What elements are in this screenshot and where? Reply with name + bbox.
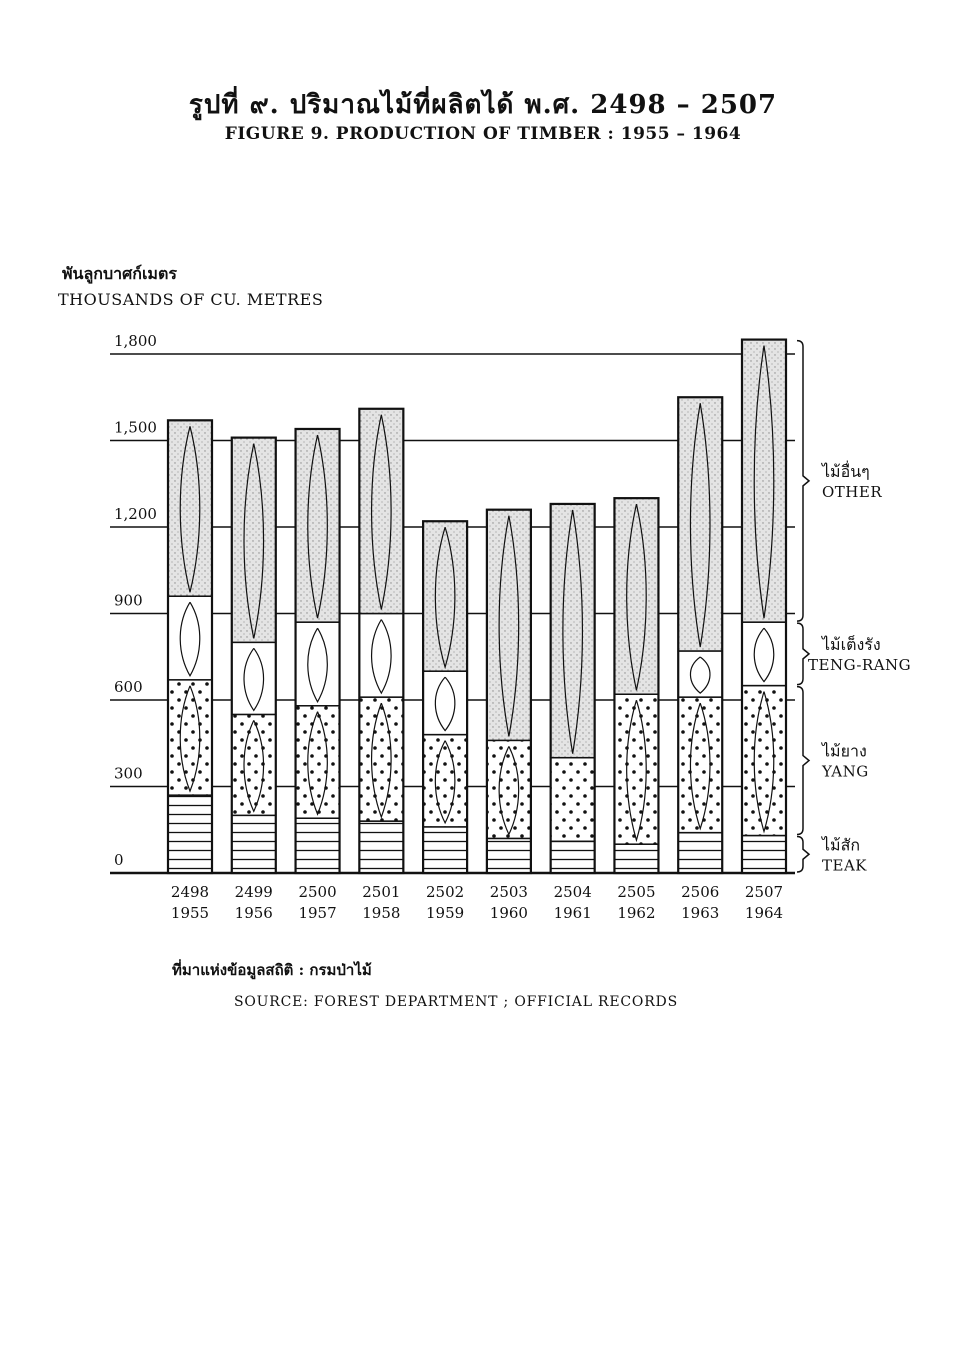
y-tick-label: 300: [114, 764, 143, 783]
bar-segment-teng-rang: [168, 596, 212, 680]
bar-segment-yang: [423, 735, 467, 827]
legend-label: TENG-RANG: [808, 655, 912, 674]
x-tick-label-year: 1959: [426, 904, 465, 922]
bar-segment-other: [487, 510, 531, 741]
x-tick-label-year: 1958: [362, 904, 401, 922]
bar-segment-teak: [168, 795, 212, 873]
x-tick-label-buddhist-year: 2502: [426, 883, 465, 901]
x-tick-label-year: 1961: [553, 904, 592, 922]
bar-segment-other: [551, 504, 595, 758]
bar-segment-teak: [359, 821, 403, 873]
legend-bracket: [797, 341, 809, 622]
x-tick-label-year: 1955: [170, 904, 210, 922]
bar-segment-teng-rang: [742, 622, 786, 685]
x-tick-label-year: 1964: [744, 904, 784, 922]
y-tick-label: 900: [114, 591, 143, 610]
bar-segment-other: [168, 420, 212, 596]
y-axis-unit: THOUSANDS OF CU. METRES: [58, 290, 324, 309]
legend-bracket: [797, 623, 809, 684]
bar-segment-yang: [742, 686, 786, 836]
x-tick-label-buddhist-year: 2498: [170, 883, 210, 901]
bar-segment-other: [742, 340, 786, 623]
legend-label-thai: ไม้เต็งรัง: [822, 634, 881, 654]
bar-segment-other: [614, 498, 658, 694]
legend-label-thai: ไม้สัก: [822, 835, 861, 855]
bar-segment-teak: [423, 827, 467, 873]
y-tick-label: 1,500: [114, 418, 157, 437]
bar-segment-yang: [551, 758, 595, 842]
bar-segment-other: [232, 438, 276, 643]
bar-segment-teak: [742, 836, 786, 873]
bar-segment-yang: [614, 694, 658, 844]
bar-segment-teak: [551, 841, 595, 873]
x-tick-label-buddhist-year: 2504: [553, 883, 592, 901]
bar-segment-yang: [359, 697, 403, 821]
bar-segment-teng-rang: [423, 671, 467, 734]
source-note: SOURCE: FOREST DEPARTMENT ; OFFICIAL RECORDS: [234, 994, 678, 1010]
x-tick-label-buddhist-year: 2500: [298, 883, 337, 901]
legend-label: TEAK: [822, 856, 867, 875]
legend-bracket: [797, 837, 809, 872]
x-tick-label-year: 1957: [298, 904, 337, 922]
y-tick-label: 1,800: [114, 332, 157, 350]
x-tick-label-year: 1962: [617, 904, 656, 922]
bar-segment-teng-rang: [296, 622, 340, 706]
x-tick-label-year: 1963: [681, 904, 720, 922]
bar-segment-yang: [168, 680, 212, 795]
bar-segment-yang: [678, 697, 722, 833]
x-tick-label-buddhist-year: 2505: [617, 883, 656, 901]
x-tick-label-buddhist-year: 2499: [234, 883, 273, 901]
y-tick-label: 0: [114, 851, 124, 869]
x-tick-label-buddhist-year: 2506: [681, 883, 720, 901]
x-tick-label-buddhist-year: 2507: [744, 883, 784, 901]
chart-title: FIGURE 9. PRODUCTION OF TIMBER : 1955 – 1964: [224, 124, 742, 144]
legend-bracket: [797, 687, 809, 835]
bar-segment-other: [359, 409, 403, 614]
bar-segment-teak: [232, 815, 276, 873]
legend-label-thai: ไม้อื่นๆ: [822, 461, 870, 481]
source-note-thai: ที่มาแห่งข้อมูลสถิติ : กรมป่าไม้: [172, 961, 372, 979]
bar-segment-other: [678, 397, 722, 651]
bar-segment-yang: [296, 706, 340, 818]
bar-segment-yang: [232, 714, 276, 815]
bar-segment-yang: [487, 740, 531, 838]
bar-segment-teng-rang: [232, 642, 276, 714]
y-axis-unit-thai: พันลูกบาศก์เมตร: [62, 264, 177, 283]
bar-segment-teak: [614, 844, 658, 873]
legend-label: OTHER: [822, 482, 883, 501]
chart-title-thai: รูปที่ ๙. ปริมาณไม้ที่ผลิตได้ พ.ศ. 2498 – 2507: [188, 90, 778, 120]
bar-segment-teng-rang: [678, 651, 722, 697]
x-tick-label-buddhist-year: 2501: [362, 883, 401, 901]
legend-label-thai: ไม้ยาง: [822, 741, 867, 761]
y-tick-label: 600: [114, 678, 143, 696]
x-tick-label-year: 1956: [234, 904, 273, 922]
bar-segment-teng-rang: [359, 614, 403, 698]
legend-label: YANG: [822, 762, 869, 781]
bar-segment-teak: [487, 838, 531, 873]
bar-segment-teak: [678, 833, 722, 873]
y-tick-label: 1,200: [114, 505, 157, 523]
bar-segment-other: [423, 521, 467, 671]
x-tick-label-buddhist-year: 2503: [489, 883, 528, 901]
x-tick-label-year: 1960: [489, 904, 528, 922]
bar-segment-other: [296, 429, 340, 622]
bar-segment-teak: [296, 818, 340, 873]
